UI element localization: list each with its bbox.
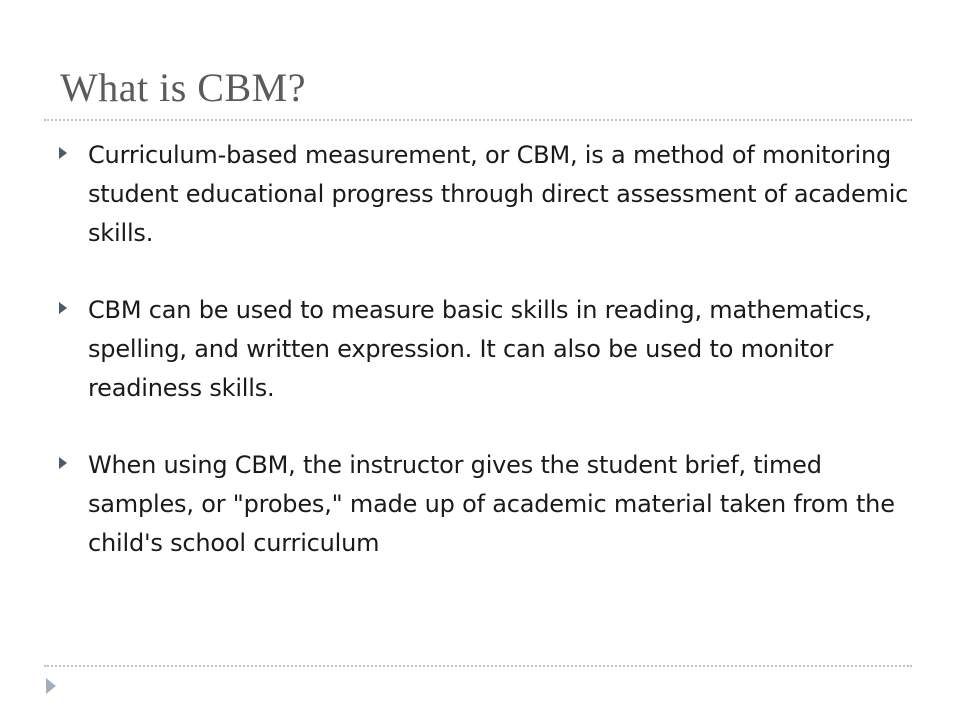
triangle-bullet-icon	[59, 457, 67, 469]
slide-title: What is CBM?	[60, 65, 306, 110]
bullet-item	[54, 136, 914, 253]
bullet-item	[54, 291, 914, 408]
bullet-text: CBM can be used to measure basic skills in reading, mathematics, spelling, and written expression. It can also be used to monitor readiness skills.	[88, 296, 872, 402]
corner-triangle-icon	[46, 678, 56, 694]
triangle-bullet-icon	[59, 302, 67, 314]
bullet-text: Curriculum-based measurement, or CBM, is a method of monitoring student educational progress through direct assessment of academic skills.	[88, 141, 909, 247]
footer-divider	[44, 665, 912, 667]
triangle-bullet-icon	[59, 147, 67, 159]
bullet-text: When using CBM, the instructor gives the student brief, timed samples, or "probes," made up of academic material taken from the child's school curriculum	[88, 451, 895, 557]
title-divider	[44, 119, 912, 121]
bullet-list	[54, 136, 914, 601]
bullet-item	[54, 446, 914, 563]
